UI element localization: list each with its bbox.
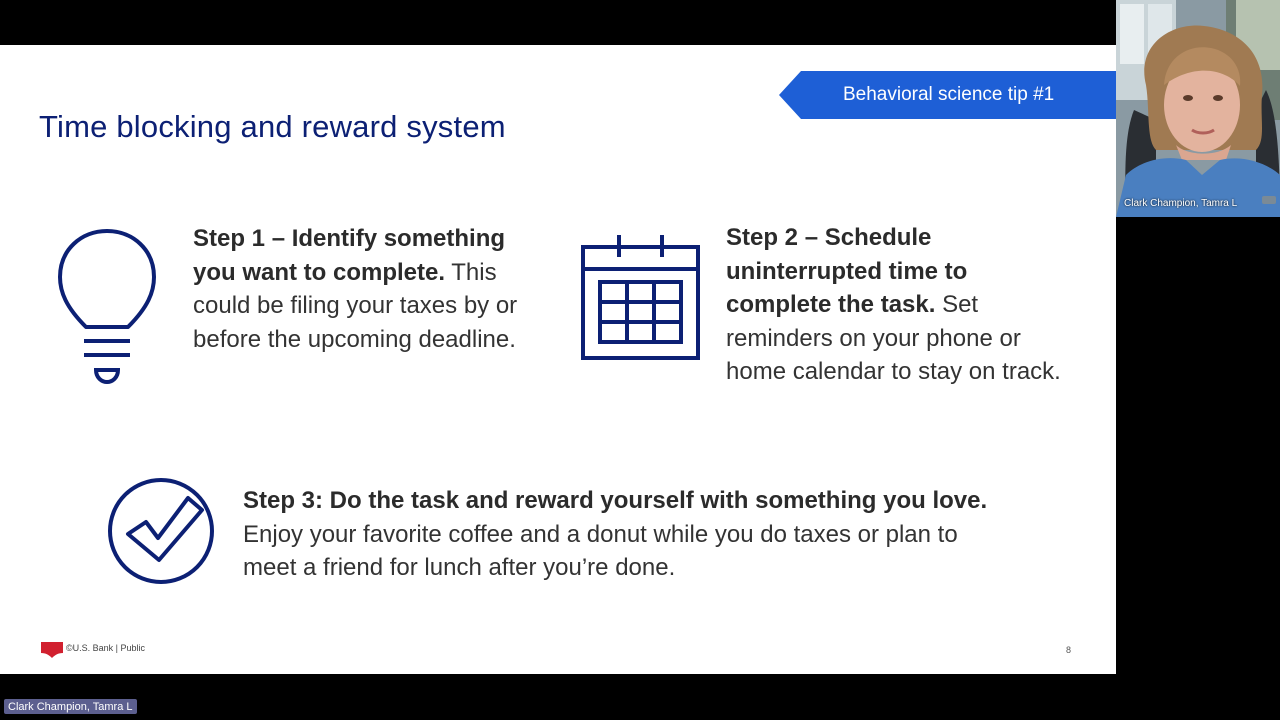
participant-video[interactable] xyxy=(1116,0,1280,217)
bottom-name-tag: Clark Champion, Tamra L xyxy=(4,699,137,714)
slide-title: Time blocking and reward system xyxy=(39,109,506,144)
checkmark-circle-icon xyxy=(106,476,216,591)
step-3-heading: Step 3: Do the task and reward yourself with something you love. xyxy=(243,487,988,514)
footer-text: ©U.S. Bank | Public xyxy=(66,643,146,653)
step-1-body: This could be filing your taxes by or before the upcoming deadline. xyxy=(193,258,518,353)
step-2-body: Set reminders on your phone or home calendar to stay on track. xyxy=(726,291,1061,385)
us-bank-logo xyxy=(41,642,63,663)
tip-banner xyxy=(779,71,1116,119)
video-name-label: Clark Champion, Tamra L xyxy=(1124,198,1238,209)
step-3-text xyxy=(243,484,1013,585)
step-1-text xyxy=(193,222,533,356)
tip-label: Behavioral science tip #1 xyxy=(843,84,1055,105)
step-2-heading: Step 2 – Schedule uninterrupted time to complete the task. xyxy=(726,224,968,318)
calendar-icon xyxy=(581,233,701,366)
step-1-heading: Step 1 – Identify something you want to complete. xyxy=(193,225,506,286)
participant-video-frame xyxy=(1116,0,1280,217)
step-3-body: Enjoy your favorite coffee and a donut while you do taxes or plan to meet a friend for lunch after you’re done. xyxy=(243,520,958,581)
lightbulb-icon xyxy=(56,227,158,392)
video-status-icon xyxy=(1262,196,1276,204)
page-number: 8 xyxy=(1066,645,1072,655)
step-2-text xyxy=(726,221,1066,389)
presentation-slide xyxy=(0,45,1116,674)
